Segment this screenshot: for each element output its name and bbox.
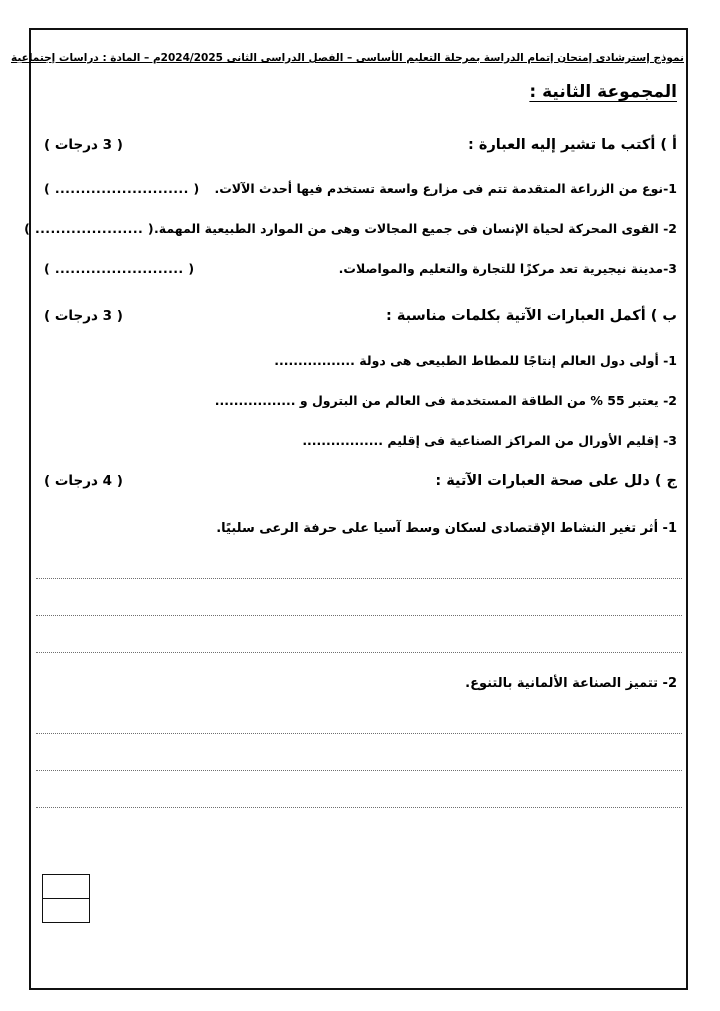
- answer-line-c2-1[interactable]: [37, 733, 683, 735]
- page-title: المجموعة الثانية :: [530, 82, 678, 102]
- section-b-marks: ( 3 درجات ): [45, 308, 124, 324]
- answer-line-c1-1[interactable]: [37, 578, 683, 580]
- exam-header-text: نموذج إسترشادى إمتحان إتمام الدراسة بمرحلة التعليم الأساسى – الفصل الدراسى الثانى 2024/2025م – المادة : دراسات إجتماعية: [12, 52, 685, 64]
- answer-blank-a1[interactable]: ( .......................... ): [45, 181, 201, 196]
- answer-blank-a2[interactable]: ( ..................... ): [25, 221, 155, 236]
- bottom-grade-box: [43, 874, 91, 923]
- section-a-label: أ ) أكتب ما تشير إليه العبارة :: [469, 137, 678, 153]
- answer-line-c2-3[interactable]: [37, 807, 683, 809]
- answer-line-c1-2[interactable]: [37, 615, 683, 617]
- answer-line-c1-3[interactable]: [37, 652, 683, 654]
- section-c-label: ج ) دلل على صحة العبارات الآتية :: [436, 473, 678, 489]
- question-a2: [25, 221, 678, 236]
- bottom-grade-box-row-1[interactable]: [44, 875, 90, 899]
- question-a3-text: 3-مدينة نيجيرية تعد مركزًا للتجارة والتعليم والمواصلات.: [339, 261, 678, 276]
- question-a2-text: 2- القوى المحركة لحياة الإنسان فى جميع المجالات وهى من الموارد الطبيعية المهمة.: [155, 221, 678, 236]
- exam-header: [12, 48, 685, 72]
- question-b2: [216, 393, 678, 408]
- question-a1: [45, 181, 678, 196]
- answer-blank-a3[interactable]: ( ......................... ): [45, 261, 196, 276]
- bottom-grade-box-row-2[interactable]: [44, 899, 90, 923]
- page-border-frame: [30, 28, 689, 990]
- question-b2-text: 2- يعتبر 55 % من الطاقة المستخدمة فى العالم من البترول و: [300, 393, 678, 408]
- question-a3: [45, 261, 678, 276]
- section-b-label: ب ) أكمل العبارات الآتية بكلمات مناسبة :: [386, 308, 678, 324]
- section-c-marks: ( 4 درجات ): [45, 473, 124, 489]
- question-c2-text: 2- تتميز الصناعة الألمانية بالتنوع.: [466, 676, 678, 691]
- section-a-marks: ( 3 درجات ): [45, 137, 124, 153]
- question-b3-text: 3- إقليم الأورال من المراكز الصناعية فى إقليم: [388, 433, 678, 448]
- answer-blank-b2[interactable]: .................: [215, 393, 297, 408]
- question-b1: [275, 353, 678, 368]
- answer-blank-b3[interactable]: .................: [303, 433, 385, 448]
- question-a1-text: 1-نوع من الزراعة المتقدمة تتم فى مزارع واسعة تستخدم فيها أحدث الآلات.: [215, 181, 678, 196]
- section-b-header: [45, 308, 678, 324]
- question-b1-text: 1- أولى دول العالم إنتاجًا للمطاط الطبيعى هى دولة: [360, 353, 678, 368]
- answer-blank-b1[interactable]: .................: [275, 353, 356, 368]
- answer-line-c2-2[interactable]: [37, 770, 683, 772]
- question-b3: [303, 433, 678, 448]
- question-c1-text: 1- أثر تغير النشاط الإقتصادى لسكان وسط آسيا على حرفة الرعى سلبيًا.: [217, 521, 678, 536]
- section-c-header: [45, 473, 678, 489]
- section-a-header: [45, 137, 678, 153]
